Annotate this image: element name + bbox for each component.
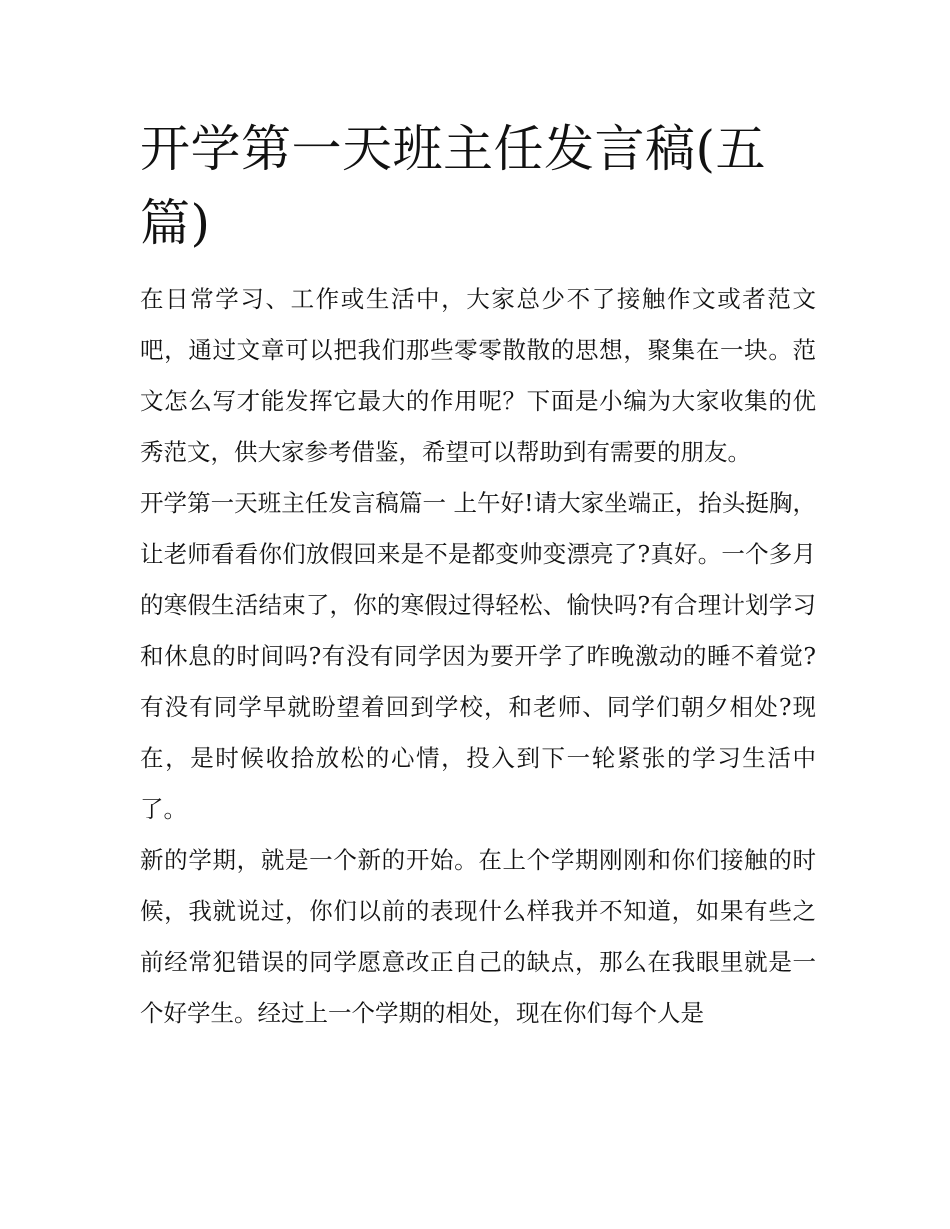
paragraph-new-semester: 新的学期，就是一个新的开始。在上个学期刚刚和你们接触的时候，我就说过，你们以前的表现什么样我并不知道，如果有些之前经常犯错误的同学愿意改正自己的缺点，那么在我眼里就是一个好学生。经过上一个学期的相处，现在你们每个人是: [140, 846, 816, 1027]
paragraph-intro: 在日常学习、工作或生活中，大家总少不了接触作文或者范文吧，通过文章可以把我们那些零零散散的思想，聚集在一块。范文怎么写才能发挥它最大的作用呢？下面是小编为大家收集的优秀范文，供大家参考借鉴，希望可以帮助到有需要的朋友。: [140, 285, 816, 466]
paragraph-speech-one: 开学第一天班主任发言稿篇一 上午好!请大家坐端正，抬头挺胸，让老师看看你们放假回来是不是都变帅变漂亮了?真好。一个多月的寒假生活结束了，你的寒假过得轻松、愉快吗?有合理计划学习和休息的时间吗?有没有同学因为要开学了昨晚激动的睡不着觉?有没有同学早就盼望着回到学校，和老师、同学们朝夕相处?现在，是时候收拾放松的心情，投入到下一轮紧张的学习生活中了。: [140, 489, 816, 823]
document-title: 开学第一天班主任发言稿(五篇): [140, 120, 767, 252]
document-body: [140, 112, 816, 1039]
